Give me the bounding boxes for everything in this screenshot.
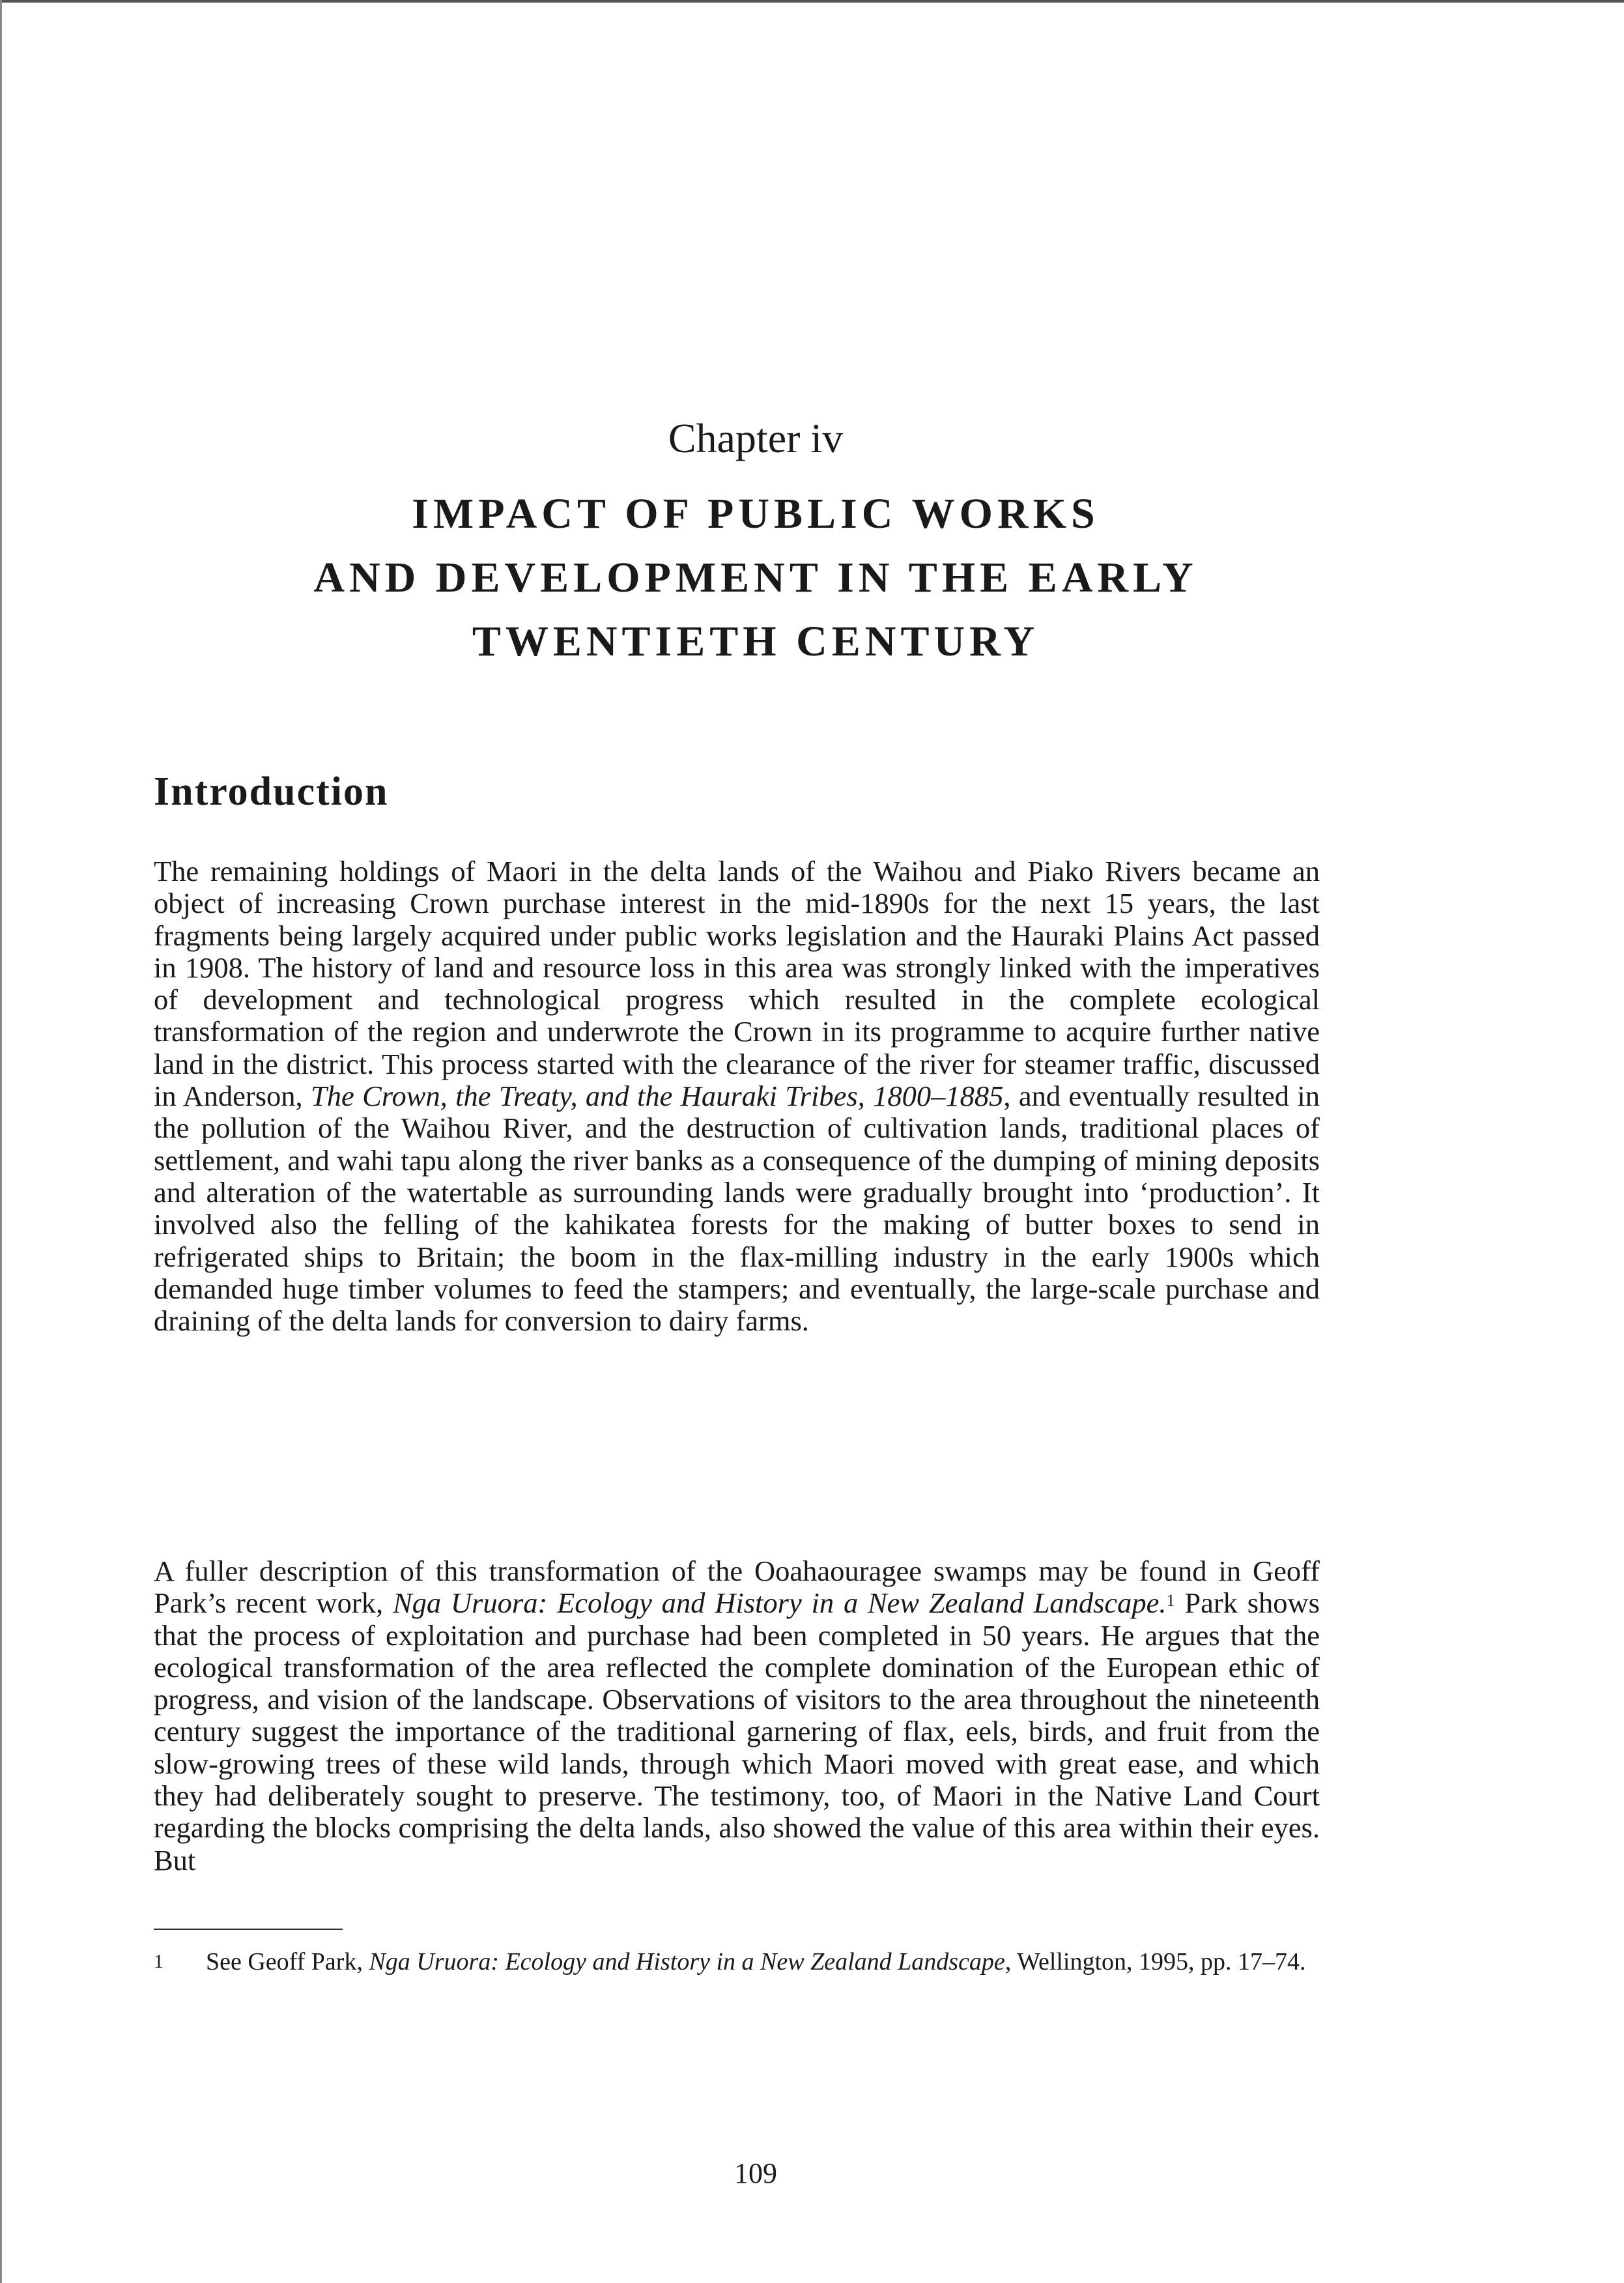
- section-heading: Introduction: [154, 769, 389, 814]
- page-left-edge: [0, 0, 2, 2283]
- footnote-text: [206, 1948, 1320, 1975]
- paragraph-text: The remaining holdings of Maori in the delta lands of the Waihou and Piako Rivers became an object of increasing Crown purchase interest in the mid-1890s for the next 15 years, the last fragments being largely acquired under public works legislation and the Hauraki Plains Act passed in 1908. The history of land and resource loss in this area was strongly linked with the imperatives of development and technological progress which resulted in the complete ecological transformation of the region and underwrote the Crown in its programme to acquire further native land in the district. This process started with the clearance of the river for steamer traffic, discussed in Anderson,: [154, 855, 1320, 1113]
- book-title: The Crown, the Treaty, and the Hauraki Tribes, 1800–1885: [311, 1080, 1004, 1113]
- body-paragraph: [154, 1555, 1320, 1876]
- chapter-title-line: AND DEVELOPMENT IN THE EARLY: [313, 554, 1198, 601]
- book-title: Nga Uruora: Ecology and History in a New Zealand Landscape.: [392, 1587, 1167, 1620]
- chapter-title: [0, 482, 1511, 674]
- body-paragraph: [154, 855, 1320, 1337]
- page-number: 109: [734, 2157, 777, 2189]
- chapter-title-line: IMPACT OF PUBLIC WORKS: [412, 490, 1100, 538]
- footnote-number: 1: [154, 1951, 164, 1972]
- chapter-title-line: TWENTIETH CENTURY: [472, 618, 1040, 665]
- paragraph-text: , and eventually resulted in the pollution of the Waihou River, and the destruction of cultivation lands, traditional places of settlement, and wahi tapu along the river banks as a consequence of the dumping of mining deposits and alteration of the watertable as surrounding lands were gradually brought into ‘production’. It involved also the felling of the kahikatea forests for the making of butter boxes to send in refrigerated ships to Britain; the boom in the flax-milling industry in the early 1900s which demanded huge timber volumes to feed the stampers; and eventually, the large-scale purchase and draining of the delta lands for conversion to dairy farms.: [154, 1080, 1320, 1338]
- paragraph-text: Park shows that the process of exploitation and purchase had been completed in 50 years. He argues that the ecological transformation of the area reflected the complete domination of the European ethic of progress, and vision of the landscape. Observations of visitors to the area throughout the nineteenth century suggest the importance of the traditional garnering of flax, eels, birds, and fruit from the slow-growing trees of these wild lands, through which Maori moved with great ease, and which they had deliberately sought to preserve. The testimony, too, of Maori in the Native Land Court regarding the blocks comprising the delta lands, also showed the value of this area within their eyes. But: [154, 1587, 1320, 1876]
- footnote-text-part: , Wellington, 1995, pp. 17–74.: [1004, 1948, 1306, 1975]
- chapter-label: Chapter iv: [668, 415, 844, 461]
- footnote-text-part: See Geoff Park,: [206, 1948, 369, 1975]
- footnote-reference[interactable]: 1: [1166, 1591, 1175, 1611]
- paragraph-text: A fuller description of this transformation of the Ooahaouragee swamps may be found in Geoff Park’s recent work,: [154, 1555, 1320, 1620]
- footnote-divider: [154, 1929, 343, 1930]
- page-top-edge: [0, 0, 1624, 3]
- footnote-book-title: Nga Uruora: Ecology and History in a New Zealand Landscape: [369, 1948, 1005, 1975]
